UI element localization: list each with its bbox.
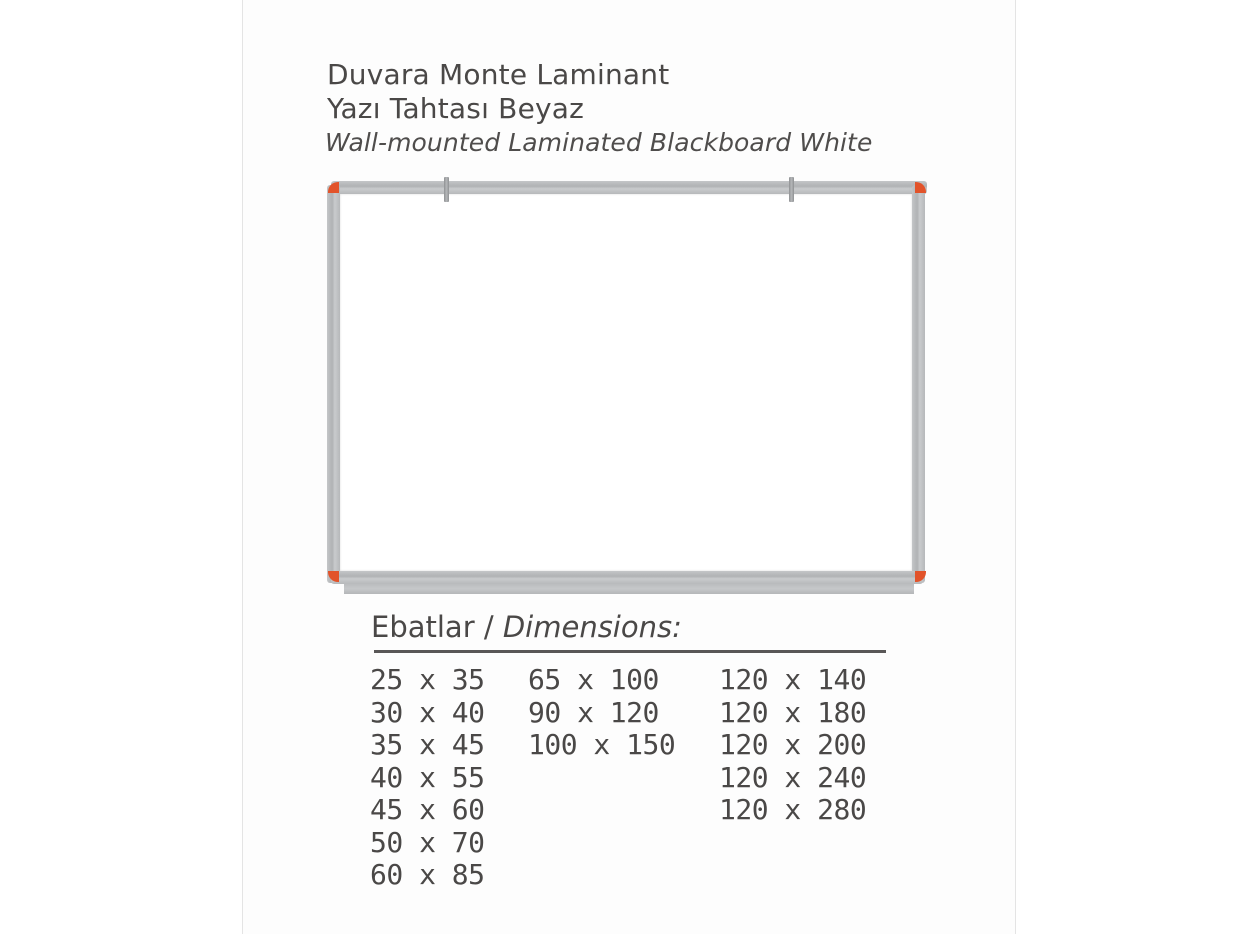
dimension-item: 65 x 100 [528,663,659,696]
frame-left [327,185,340,583]
dimensions-column-2 [528,664,675,762]
dimension-item: 30 x 40 [370,695,485,729]
dimension-item: 35 x 45 [370,728,485,761]
dimension-item: 120 x 140 [719,663,867,696]
dimension-item: 40 x 55 [370,760,485,794]
dimension-item: 50 x 70 [370,825,485,859]
corner-cap-icon [328,182,339,193]
dimension-item: 100 x 150 [528,728,676,761]
product-title-line-2: Yazı Tahtası Beyaz [327,92,585,125]
dimensions-heading [371,610,682,644]
product-title-line-1: Duvara Monte Laminant [327,58,670,91]
dimension-item: 45 x 60 [370,793,485,826]
dimension-item: 25 x 35 [370,663,485,696]
dimensions-label-en: Dimensions: [502,610,682,644]
frame-top [331,181,927,194]
dimension-item: 120 x 200 [719,728,867,761]
frame-right [912,185,925,583]
dimensions-label-tr: Ebatlar [371,610,475,644]
product-title [327,58,669,126]
dimension-item: 60 x 85 [370,858,485,891]
dimensions-column-1 [370,664,485,892]
dimensions-separator: / [474,610,503,644]
hanger-clip-icon [444,177,449,202]
hanger-clip-icon [789,177,794,202]
dimensions-divider [374,650,886,653]
dimension-item: 120 x 180 [719,695,867,729]
dimension-item: 120 x 280 [719,793,867,826]
dimension-item: 90 x 120 [528,695,659,729]
board-surface [340,194,912,571]
marker-tray [344,583,914,594]
whiteboard-image [327,181,931,595]
product-subtitle-english: Wall-mounted Laminated Blackboard White [325,128,873,157]
dimensions-column-3 [719,664,866,827]
dimension-item: 120 x 240 [719,760,867,794]
